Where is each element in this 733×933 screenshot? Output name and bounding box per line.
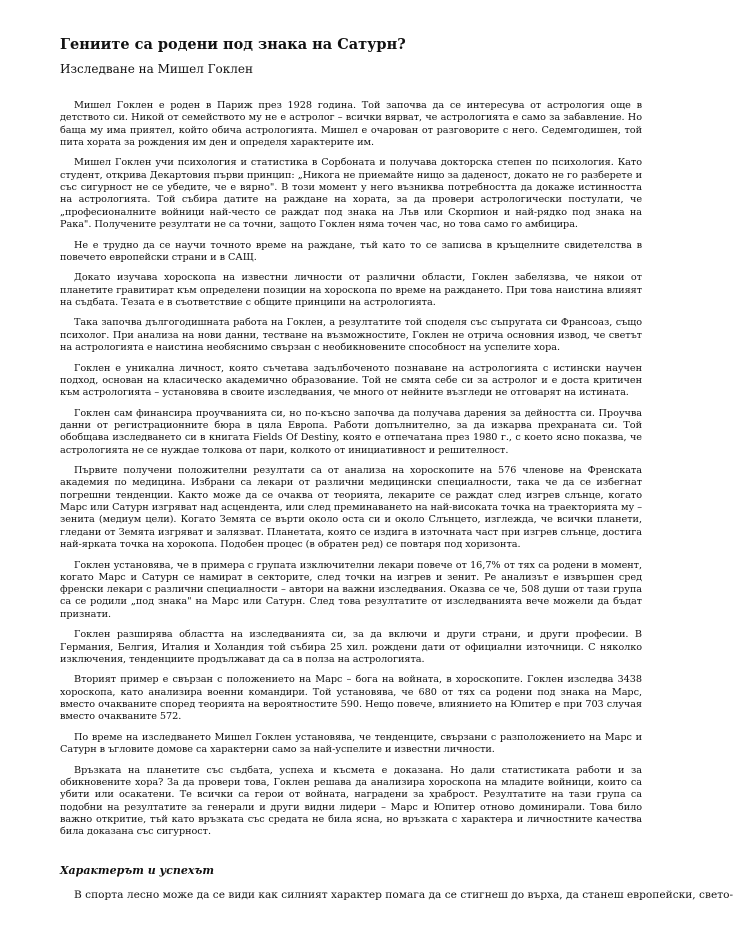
paragraph-7: Гоклен сам финансира проучванията си, но по-късно започва да получава дарения за дейността си. Проучва данни от регистрационните бюра в цяла Европа. Работи допълнително, за да изкарва прехраната си. Той обобщава изследването си в книгата Fields Of Destiny, която е отпечатана през 1980 г., с което ясно показва, че астрологията не се нуждае толкова от пари, колкото от инициативност и решителност. bbox=[60, 407, 642, 456]
paragraph-13: Връзката на планетите със съдбата, успеха и късмета е доказана. Но дали статистиката работи и за обикновените хора? За да провери това, Гоклен решава да анализира хороскопа на младите войници, които са убити или осакатени. Те всички са герои от войната, наградени за храброст. Резултатите на тази група са подобни на резултатите за генерали и други видни лидери – Марс и Юпитер отново доминирали. Това било важно откритие, тъй като връзката със средата не била ясна, но връзката с характера и личностните качества била доказана със сигурност. bbox=[60, 764, 642, 838]
document-body bbox=[60, 100, 642, 847]
paragraph-9: Гоклен установява, че в примера с групата изключителни лекари повече от 16,7% от тях са родени в момент, когато Марс и Сатурн се намират в секторите, след точки на изгрев и зенит. Ре анализът е извършен сред френски лекари с различни специалности – автори на важни изследвания. Оказва се че, 508 души от тази група са се родили „под знака" на Марс или Сатурн. След това резултатите от изследванията вече можели да бъдат признати. bbox=[60, 559, 642, 620]
section-first-line: В спорта лесно може да се види как силният характер помага да се стигнеш до върха, да станеш европейски, свето- bbox=[74, 889, 733, 901]
paragraph-3: Не е трудно да се научи точното време на раждане, тъй като то се записва в кръщелните свидетелства в повечето европейски страни и в САЩ. bbox=[60, 239, 642, 263]
paragraph-5: Така започва дългогодишната работа на Гоклен, а резултатите той споделя със съпругата си Франсоаз, също психолог. При анализа на нови данни, тестване на възможностите, Гоклен не отрича основния извод, че светът на астрологията е наистина необяснимо свързан с необикновените способност на успелите хора. bbox=[60, 317, 642, 354]
paragraph-12: По време на изследването Мишел Гоклен установява, че тенденците, свързани с разположението на Марс и Сатурн в ъгловите домове са характерни само за най-успелите и известни личности. bbox=[60, 731, 642, 756]
paragraph-8: Първите получени положителни резултати са от анализа на хороскопите на 576 членове на Френската академия по медицина. Избрани са лекари от различни медицински специалности, така че да се избегнат погрешни тенденции. Както може да се очаква от теорията, лекарите се раждат след изгрев слънце, когато Марс или Сатурн изгряват над асцендента, или след преминаването на най-високата точка на траекторията му – зенита (медиум цели). Когато Земята се върти около оста си и около Слънцето, изглежда, че всички планети, гледани от Земята изгряват и залязват. Планетата, която се издига в източната част при изгрев слънце, достига най-ярката точка на хорокопа. Подобен процес (в обратен ред) се повтаря под хоризонта. bbox=[60, 465, 642, 550]
paragraph-2: Мишел Гоклен учи психология и статистика в Сорбоната и получава докторска степен по психология. Като студент, открива Декартовия първи принцип: „Никога не приемайте нищо за даденост, докато не го разберете и със сигурност не се убедите, че е вярно". В този момент у него възниква потребността да докаже истинността на астрологията. Той събира датите на раждане на хората, за да провери астрологически постулати, че „професионалните войници най-често се раждат под знака на Лъв или Скорпион и най-рядко под знака на Рака". Получените резултати не са точни, защото Гоклен няма точен час, но това само го амбицира. bbox=[60, 157, 642, 230]
paragraph-11: Вторият пример е свързан с положението на Марс – бога на войната, в хороскопите. Гоклен изследва 3438 хороскопа, като анализира военни командири. Той установява, че 680 от тях са родени под знака на Марс, вместо очакваните според теорията на вероятностите 590. Нещо повече, влиянието на Юпитер е при 703 случая вместо очакваните 572. bbox=[60, 674, 642, 723]
paragraph-10: Гоклен разширява областта на изследванията си, за да включи и други страни, и други професии. В Германия, Белгия, Италия и Холандия той събира 25 хил. рождени дати от официални източници. С няколко изключения, тенденциите продължават да са в полза на астрологията. bbox=[60, 629, 642, 665]
document-subtitle: Изследване на Мишел Гоклен bbox=[60, 62, 254, 76]
paragraph-1: Мишел Гоклен е роден в Париж през 1928 година. Той започва да се интересува от астрология още в детството си. Никой от семейството му не е астролог – всички вярват, че астрологията е само за забавление. Но баща му има приятел, който обича астрологията. Мишел е очарован от разговорите с него. Седемгодишен, той пита хората за рождения им ден и определя характерите им. bbox=[60, 100, 642, 148]
paragraph-4: Докато изучава хороскопа на известни личности от различни области, Гоклен забелязва, че някои от планетите гравитират към определени позиции на хороскопа по време на раждането. При това наистина влияят на съдбата. Тезата е в съответствие с общите принципи на астрологията. bbox=[60, 272, 642, 308]
section-heading: Характерът и успехът bbox=[60, 864, 215, 877]
document-title: Гениите са родени под знака на Сатурн? bbox=[60, 36, 406, 53]
paragraph-6: Гоклен е уникална личност, която съчетава задълбоченото познаване на астрологията с истински научен подход, основан на класическо академично образование. Той не смята себе си за астролог и е доста критичен към астрологията – установява в своите изследвания, че много от нейните възгледи не отговарят на истината. bbox=[60, 362, 642, 399]
